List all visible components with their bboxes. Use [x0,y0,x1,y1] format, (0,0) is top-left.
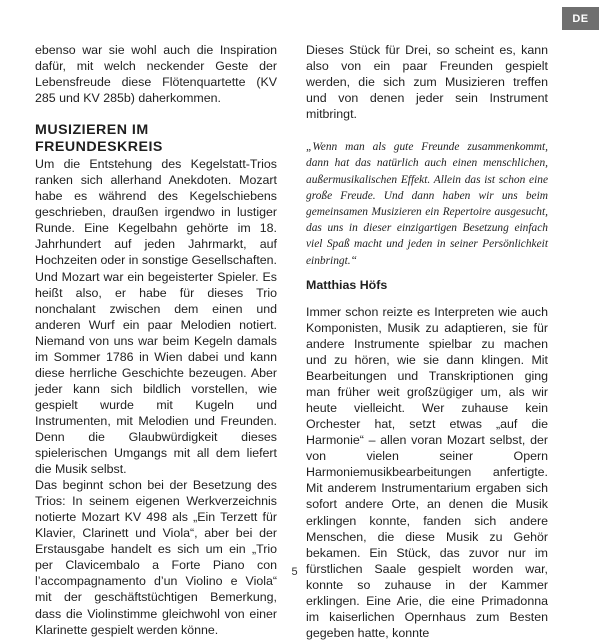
intro-paragraph: ebenso war sie wohl auch die Inspiration dafür, mit welch neckender Geste der Lebensfreude diese Flötenquartette (KV 285 und KV 285b) daherkommen. [35,43,277,106]
quote-block: „Wenn man als gute Freunde zusammenkommt, dann hat das natürlich auch einen menschlichen, außermusikalischen Effekt. Allein das ist schon eine große Freude. Und dann haben wir uns beim gemeinsamen Musizieren ein Repertoire ausgesucht, das uns in dieser einzigartigen Besetzung einfach viel Spaß macht und jeden in seiner Persönlichkeit einbringt.“ [306,141,548,267]
body-paragraph-1: Um die Entstehung des Kegelstatt-Trios ranken sich allerhand Anekdoten. Mozart habe es während des Kegelschiebens geschrieben, draußen irgendwo in lustiger Runde. Eine Kegelbahn gehörte im 18. Jahrhundert auf jeden Jahrmarkt, auf Hochzeiten oder in sonstige Gesellschaften. Und Mozart war ein begeisterter Spieler. Es heißt also, er habe für dieses Trio nonchalant zwischen dem einen und anderen Wurf ein paar Melodien notiert. Niemand von uns war beim Kegeln damals im Sommer 1786 in Wien dabei und kann diese herrliche Geschichte bezeugen. Aber jeder kann sich bildlich vorstellen, wie gespielt wurde mit Kugeln und Instrumenten, mit Melodien und Freunden. Denn die Glaubwürdigkeit dieses spielerischen Umgangs mit all dem liefert die Musik selbst. [35,157,277,477]
right-column [306,42,548,641]
left-column [35,42,277,638]
body-paragraph-2: Das beginnt schon bei der Besetzung des Trios: In seinem eigenen Werkverzeichnis notierte Mozart KV 498 als „Ein Terzett für Klavier, Clarinett und Viola“, aber bei der Erstausgabe handelt es sich um ein „Trio per Clavicembalo a Forte Piano con l’accompagnamento d’un Violino e Viola“ mit der geschäftstüchtigen Bemerkung, dass die Violinstimme gleichwohl von einer Klarinette gespielt werden könne. [35,478,277,637]
right-paragraph-1: Dieses Stück für Drei, so scheint es, kann also von ein paar Freunden gespielt werden, die sich zum Musizieren treffen und von denen jeder sein Instrument mitbringt. [306,43,548,122]
section-heading: MUSIZIEREN IM FREUNDESKREIS [35,122,163,156]
language-tab: DE [562,7,599,30]
right-paragraph-2: Immer schon reizte es Interpreten wie auch Komponisten, Musik zu adaptieren, sie für andere Instrumente spielbar zu machen und zu hören, wie sie dann klingen. Mit Bearbeitungen und Transkriptionen ging man früher weit großzügiger um, als wir heute vielleicht. Wer zuhause kein Orchester hat, setzt etwas „auf die Harmonie“ – allen voran Mozart selbst, der von vielen seiner Opern Harmoniemusikbearbeitungen anfertigte. Mit anderem Instrumentarium ergaben sich sofort andere Orte, an denen die Musik erklingen konnte, fanden sich andere Menschen, die diese Musik zu Gehör bekamen. Ein Stück, das zuvor nur im fürstlichen Saale gespielt worden war, konnte so zuhause in der Kammer erklingen. Eine Arie, die eine Primadonna im kaiserlichen Opernhaus zum Besten gegeben hatte, konnte [306,304,548,640]
page-number: 5 [291,566,298,578]
quote-signature: Matthias Höfs [306,277,388,292]
